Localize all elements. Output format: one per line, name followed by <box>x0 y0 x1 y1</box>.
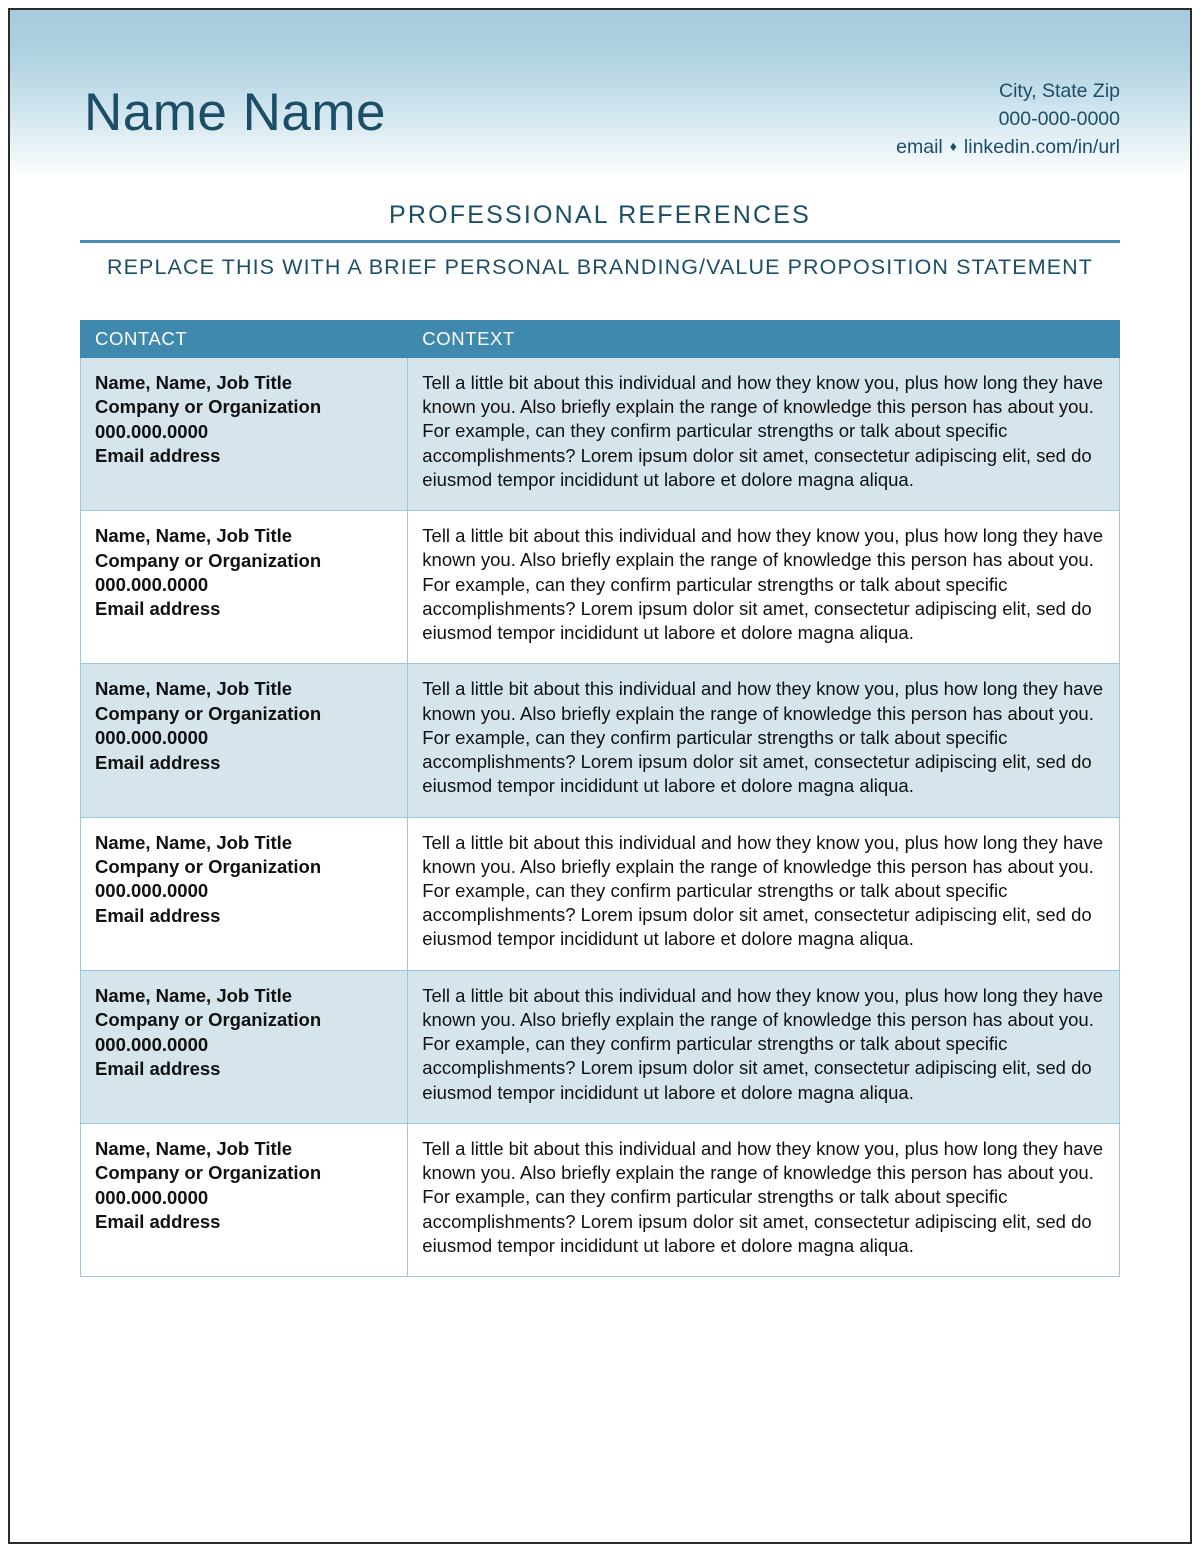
contact-phone: 000.000.0000 <box>95 573 209 595</box>
table-row <box>81 511 1120 664</box>
contact-email: Email address <box>95 445 221 467</box>
contact-name-title: Name, Name, Job Title <box>95 372 293 393</box>
contact-name-title: Name, Name, Job Title <box>95 678 293 700</box>
context-cell[interactable] <box>408 817 1120 970</box>
contact-company: Company or Organization <box>95 702 322 724</box>
column-header-context: CONTEXT <box>408 321 1120 358</box>
context-cell[interactable] <box>408 511 1120 664</box>
contact-email-linkedin-line <box>896 133 1120 161</box>
context-paragraph: Tell a little bit about this individual and how they know you, plus how long they have known you. Also briefly explain the range of knowledge this person has about you. For example, can they confirm particular strengths or talk about specific accomplishments? Lorem ipsum dolor sit amet, consectetur adipiscing elit, sed do eiusmod tempor incididunt ut labore et dolore magna aliqua. <box>422 525 1104 644</box>
page-title: Name Name <box>84 83 386 142</box>
contact-location: City, State Zip <box>998 80 1120 102</box>
contact-cell[interactable] <box>81 358 408 511</box>
table-header-row <box>81 321 1120 358</box>
contact-cell[interactable] <box>81 511 408 664</box>
contact-email: Email address <box>95 598 221 620</box>
contact-name-title: Name, Name, Job Title <box>95 984 293 1006</box>
contact-phone: 000.000.0000 <box>95 420 209 442</box>
context-cell[interactable] <box>408 970 1120 1123</box>
table-row <box>81 970 1120 1123</box>
contact-email[interactable]: email <box>896 136 943 159</box>
contact-phone: 000.000.0000 <box>95 880 209 902</box>
diamond-separator-icon: ♦ <box>949 138 957 155</box>
table-body <box>81 358 1120 1277</box>
context-paragraph: Tell a little bit about this individual and how they know you, plus how long they have known you. Also briefly explain the range of knowledge this person has about you. For example, can they confirm particular strengths or talk about specific accomplishments? Lorem ipsum dolor sit amet, consectetur adipiscing elit, sed do eiusmod tempor incididunt ut labore et dolore magna aliqua. <box>422 1137 1104 1256</box>
contact-phone: 000.000.0000 <box>95 727 209 749</box>
contact-phone: 000-000-0000 <box>998 108 1120 131</box>
context-cell[interactable] <box>408 358 1120 511</box>
contact-cell[interactable] <box>81 817 408 970</box>
context-paragraph: Tell a little bit about this individual and how they know you, plus how long they have known you. Also briefly explain the range of knowledge this person has about you. For example, can they confirm particular strengths or talk about specific accomplishments? Lorem ipsum dolor sit amet, consectetur adipiscing elit, sed do eiusmod tempor incididunt ut labore et dolore magna aliqua. <box>422 984 1104 1103</box>
table-row <box>81 664 1120 817</box>
header-inner <box>10 10 1190 177</box>
contact-company: Company or Organization <box>95 396 322 418</box>
contact-email: Email address <box>95 1057 221 1079</box>
contact-email: Email address <box>95 751 221 773</box>
contact-company: Company or Organization <box>95 1162 322 1184</box>
table-row <box>81 358 1120 511</box>
contact-name-title: Name, Name, Job Title <box>95 1137 293 1159</box>
context-cell[interactable] <box>408 1123 1120 1276</box>
table-row <box>81 817 1120 970</box>
context-paragraph: Tell a little bit about this individual and how they know you, plus how long they have known you. Also briefly explain the range of knowledge this person has about you. For example, can they confirm particular strengths or talk about specific accomplishments? Lorem ipsum dolor sit amet, consectetur adipiscing elit, sed do eiusmod tempor incididunt ut labore et dolore magna aliqua. <box>422 372 1104 490</box>
page-frame <box>8 8 1192 1544</box>
contact-phone: 000.000.0000 <box>95 1186 209 1208</box>
contact-phone: 000.000.0000 <box>95 1033 209 1055</box>
contact-info-block <box>896 77 1120 161</box>
section-divider <box>80 240 1120 243</box>
header-band <box>10 10 1190 177</box>
context-cell[interactable] <box>408 664 1120 817</box>
contact-email: Email address <box>95 1211 221 1233</box>
contact-cell[interactable] <box>81 1123 408 1276</box>
contact-cell[interactable] <box>81 664 408 817</box>
contact-cell[interactable] <box>81 970 408 1123</box>
branding-statement: REPLACE THIS WITH A BRIEF PERSONAL BRANDING/VALUE PROPOSITION STATEMENT <box>106 255 1094 279</box>
context-paragraph: Tell a little bit about this individual and how they know you, plus how long they have known you. Also briefly explain the range of knowledge this person has about you. For example, can they confirm particular strengths or talk about specific accomplishments? Lorem ipsum dolor sit amet, consectetur adipiscing elit, sed do eiusmod tempor incididunt ut labore et dolore magna aliqua. <box>422 678 1104 797</box>
section-title: PROFESSIONAL REFERENCES <box>389 201 811 229</box>
contact-company: Company or Organization <box>95 1009 322 1031</box>
references-table <box>80 320 1120 1277</box>
column-header-contact: CONTACT <box>81 321 408 358</box>
contact-company: Company or Organization <box>95 855 322 877</box>
table-row <box>81 1123 1120 1276</box>
table-head <box>81 321 1120 358</box>
references-table-wrap <box>80 320 1120 1277</box>
contact-email: Email address <box>95 904 221 926</box>
contact-name-title: Name, Name, Job Title <box>95 831 293 853</box>
contact-linkedin[interactable]: linkedin.com/in/url <box>963 136 1120 159</box>
context-paragraph: Tell a little bit about this individual and how they know you, plus how long they have known you. Also briefly explain the range of knowledge this person has about you. For example, can they confirm particular strengths or talk about specific accomplishments? Lorem ipsum dolor sit amet, consectetur adipiscing elit, sed do eiusmod tempor incididunt ut labore et dolore magna aliqua. <box>422 831 1104 950</box>
section-wrap <box>10 201 1190 1277</box>
contact-name-title: Name, Name, Job Title <box>95 525 293 547</box>
contact-company: Company or Organization <box>95 549 322 571</box>
